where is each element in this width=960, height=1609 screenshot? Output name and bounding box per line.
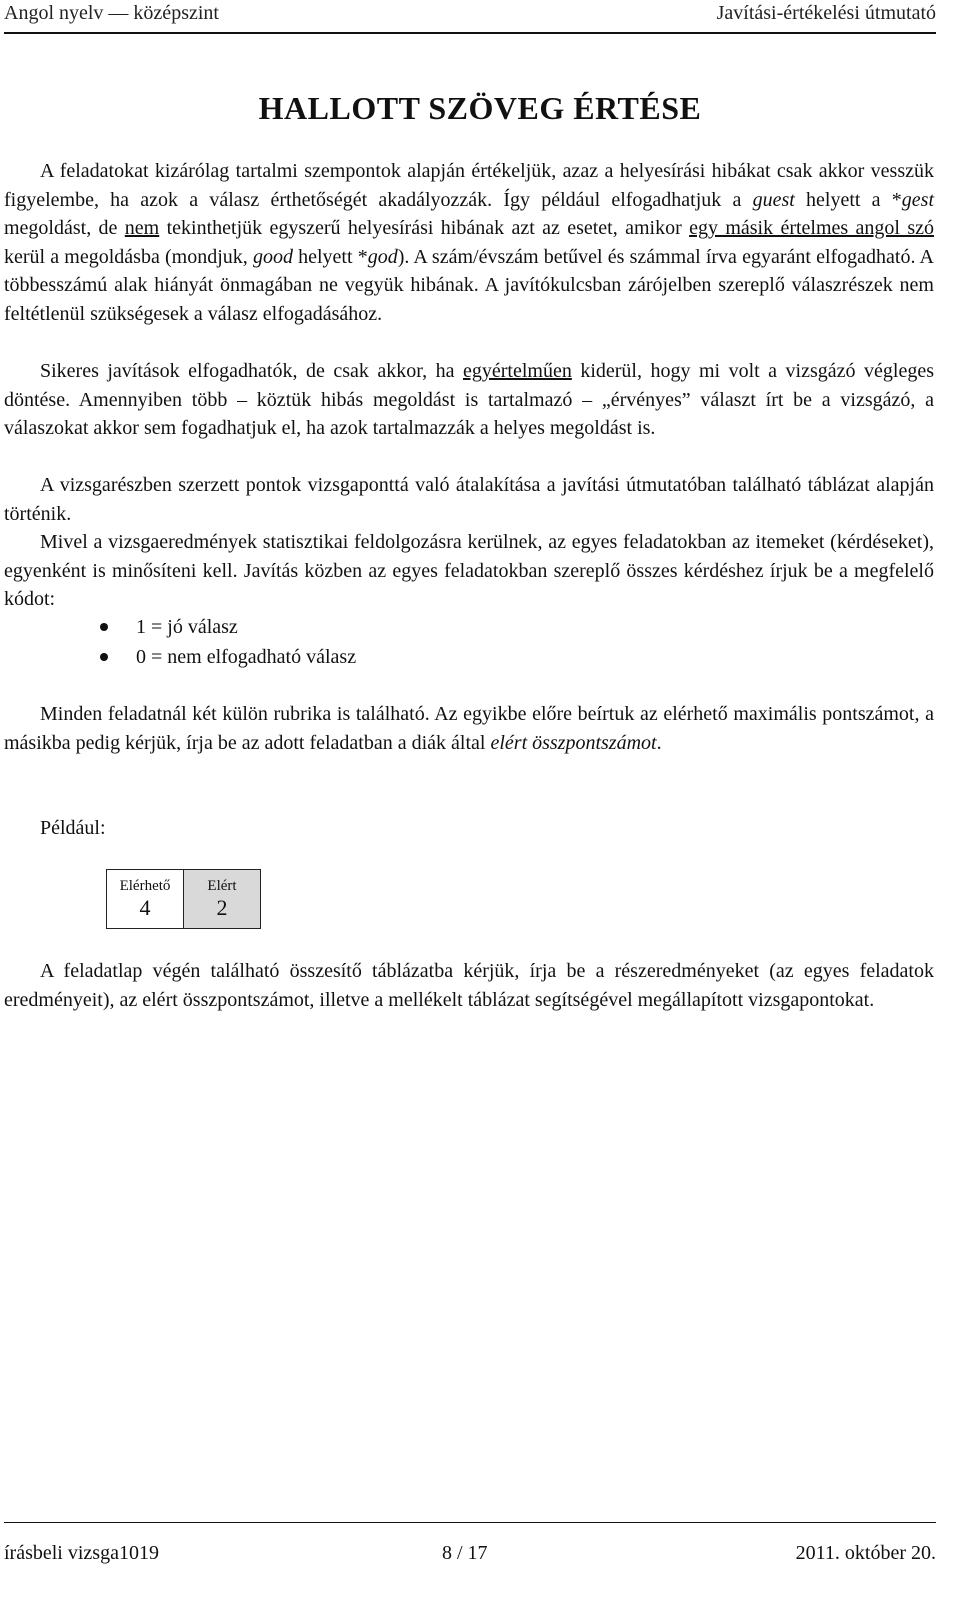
code-item-correct: 1 = jó válasz: [100, 612, 356, 642]
example-label: Például:: [40, 817, 106, 839]
paragraph-conversion: A vizsgarészben szerzett pontok vizsgaponttá való átalakítása a javítási útmutatóban található táblázat alapján történik.: [4, 474, 934, 525]
max-score-label: Elérhető: [119, 878, 171, 894]
achieved-score-cell: [184, 870, 261, 929]
code-list: [100, 612, 356, 672]
max-score-value: 4: [139, 895, 151, 920]
footer-divider: [4, 1522, 936, 1523]
paragraph-summary-table: A feladatlap végén található összesítő táblázatba kérjük, írja be a részeredményeket (az egyes feladatok eredményeit), az elért összpontszámot, illetve a mellékelt táblázat segítségével megállapított vizsgapontokat.: [4, 960, 934, 1011]
example-score-table: [106, 869, 261, 929]
header-guide-title: Javítási-értékelési útmutató: [716, 2, 936, 24]
header-subject: Angol nyelv — középszint: [4, 2, 219, 24]
paragraph-spelling-rules: A feladatokat kizárólag tartalmi szempontok alapján értékeljük, azaz a helyesírási hibákat csak akkor vesszük figyelembe, ha azok a válasz érthetőségét akadályozzák. Így például elfogadhatjuk a guest helyett a *gest megoldást, de nem tekinthetjük egyszerű helyesírási hibának azt az esetet, amikor egy másik értelmes angol szó kerül a megoldásba (mondjuk, good helyett *god). A szám/évszám betűvel és számmal írva egyaránt elfogadható. A többesszámú alak hiányát önmagában ne vegyük hibának. A javítókulcsban zárójelben szereplő válaszrészek nem feltétlenül szükségesek a válasz elfogadásához.: [4, 160, 934, 325]
achieved-score-label: Elért: [207, 878, 237, 894]
footer-exam-code: írásbeli vizsga1019: [4, 1542, 159, 1564]
paragraph-score-boxes: Minden feladatnál két külön rubrika is található. Az egyikbe előre beírtuk az elérhető maximális pontszámot, a másikba pedig kérjük, írja be az adott feladatban a diák által elért összpontszámot.: [4, 703, 934, 754]
footer-page-number: 8 / 17: [442, 1542, 488, 1564]
achieved-score-value: 2: [216, 895, 228, 920]
paragraph-corrections: Sikeres javítások elfogadhatók, de csak akkor, ha egyértelműen kiderül, hogy mi volt a vizsgázó végleges döntése. Amennyiben több – köztük hibás megoldást is tartalmazó – „érvényes” választ írt be a vizsgázó, a válaszokat akkor sem fogadhatjuk el, ha azok tartalmazzák a helyes megoldást is.: [4, 360, 934, 440]
footer-date: 2011. október 20.: [795, 1542, 936, 1564]
max-score-cell: [107, 870, 184, 929]
paragraph-item-coding: Mivel a vizsgaeredmények statisztikai feldolgozásra kerülnek, az egyes feladatokban az itemeket (kérdéseket), egyenként is minősíteni kell. Javítás közben az egyes feladatokban szereplő összes kérdéshez írjuk be a megfelelő kódot:: [4, 531, 934, 611]
page-header: [4, 0, 936, 30]
code-item-incorrect: 0 = nem elfogadható válasz: [100, 642, 356, 672]
header-divider: [4, 32, 936, 34]
section-title: HALLOTT SZÖVEG ÉRTÉSE: [258, 90, 702, 126]
